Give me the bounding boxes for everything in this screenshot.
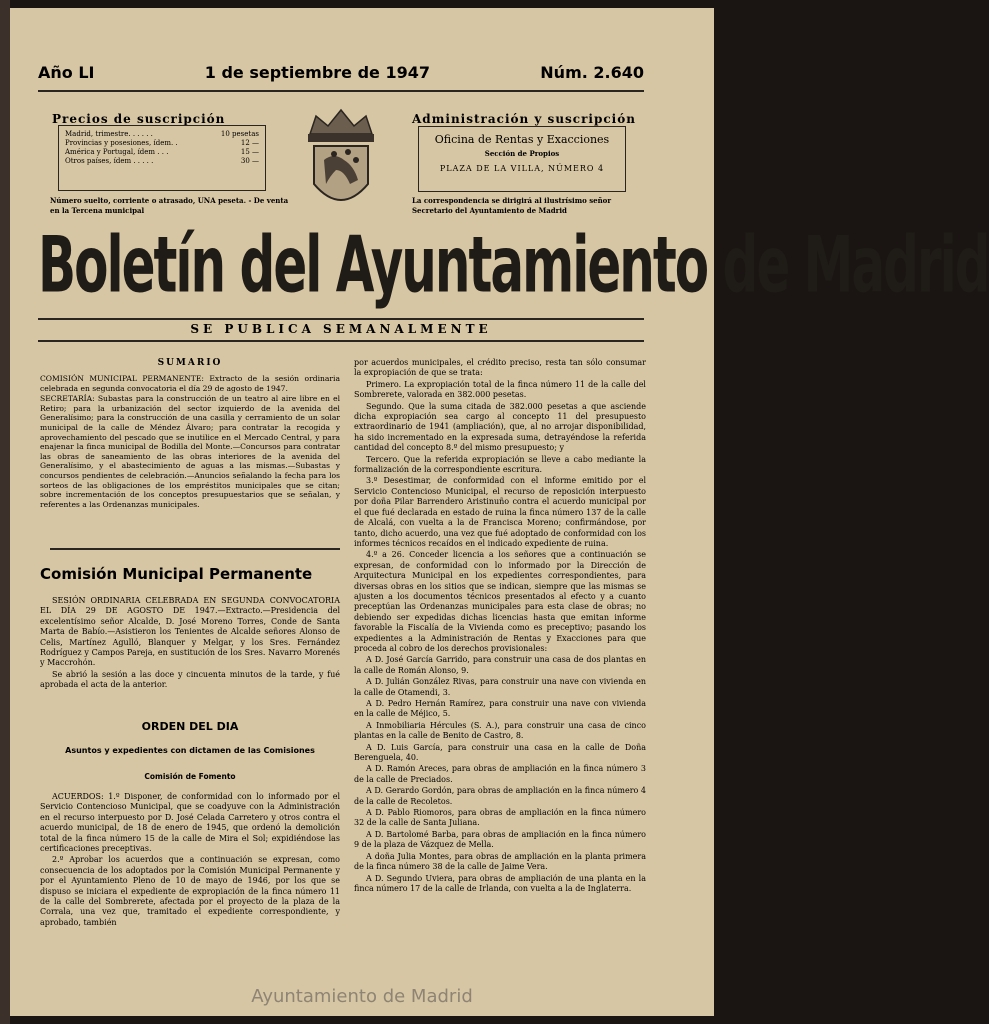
masthead-rule — [38, 318, 644, 320]
license-item: A D. José García Garrido, para construir una casa de dos plantas en la calle de Román Alonso, 9. — [354, 655, 646, 675]
license-item: A Inmobiliaria Hércules (S. A.), para construir una casa de cinco plantas en la calle de Benito de Castro, 8. — [354, 720, 646, 741]
admin-box — [418, 126, 626, 192]
commission-intro — [40, 596, 340, 692]
header-rule — [38, 90, 644, 92]
archive-watermark: Ayuntamiento de Madrid — [251, 986, 473, 1007]
price-row: América y Portugal, ídem . . . 15 — — [65, 148, 259, 156]
issue-date: 1 de septiembre de 1947 — [204, 62, 430, 82]
right-para: 3.º Desestimar, de conformidad con el informe emitido por el Servicio Contencioso Municipal, el recurso de reposición interpuesto por doña Pilar Barrendero Aristinuño contra el acuerdo municipal por el que fué declarada en estado de ruina la finca número 137 de la calle de Alcalá, con vuelta a la de Francisca Moreno; confirmándose, por tanto, dicho acuerdo, una vez que fué adoptado de conformidad con los informes técnicos recaídos en el indicado expediente de ruina. — [354, 476, 646, 548]
license-item: A D. Bartolomé Barba, para obras de ampliación en la finca número 9 de la plaza de Vázquez de Mella. — [354, 829, 646, 850]
fomento-heading: Comisión de Fomento — [144, 772, 236, 781]
issue-year: Año LI — [38, 62, 95, 82]
right-column — [354, 358, 646, 895]
masthead-title: Boletín del Ayuntamiento de Madrid — [38, 220, 989, 310]
agreement-1: ACUERDOS: 1.º Disponer, de conformidad con lo informado por el Servicio Contencioso Municipal, que se coadyuve con la Administración en el recurso interpuesto por D. José Celada Carretero y otros contra el acuerdo municipal, de 18 de enero de 1945, que ordenó la demolición total de la finca número 15 de la calle de Mira el Sol; expidiéndose las certificaciones preceptivas. — [40, 792, 340, 854]
license-item: A D. Julián González Rivas, para construir una nave con vivienda en la calle de Otamendi, 3. — [354, 677, 646, 697]
license-item: A D. Pedro Hernán Ramírez, para construir una nave con vivienda en la calle de Méjico, 5. — [354, 699, 646, 719]
order-of-day: ORDEN DEL DIA — [141, 720, 239, 733]
matters-heading: Asuntos y expedientes con dictamen de las Comisiones — [65, 746, 315, 755]
book-spine — [0, 0, 10, 1024]
admin-title: Administración y suscripción — [412, 112, 636, 126]
section-rule — [50, 548, 340, 550]
prices-box — [58, 125, 266, 191]
session-opening: Se abrió la sesión a las doce y cincuenta minutos de la tarde, y fué aprobada el acta de la anterior. — [40, 669, 340, 690]
license-item: A doña Julia Montes, para obras de ampliación en la planta primera de la finca número 38 de la calle de Jaime Vera. — [354, 851, 646, 872]
admin-office: Oficina de Rentas y Exacciones — [434, 133, 610, 146]
session-intro: SESIÓN ORDINARIA CELEBRADA EN SEGUNDA CONVOCATORIA EL DÍA 29 DE AGOSTO DE 1947.—Extracto.—Presidencia del excelentísimo señor Alcalde, D. José Moreno Torres, Conde de Santa Marta de Babío.—Asistieron los Tenientes de Alcalde señores Alonso de Celis, Martínez Agulló, Blanquer y Melgar, y los Sres. Fernández Rodríguez y Campos Pareja, en sustitución de los Sres. Navarro Morenés y Maccrohón. — [40, 596, 340, 668]
agreement-2: 2.º Aprobar los acuerdos que a continuación se expresan, como consecuencia de los adoptados por la Comisión Municipal Permanente y por el Ayuntamiento Pleno de 10 de mayo de 1946, por los que se dispuso se iniciara el expediente de expropiación de la finca número 11 de la calle del Sombrerete, afectada por el proyecto de la plaza de la Corrala, una vez que, tramitado el expediente correspondiente, y aprobado, también — [40, 855, 340, 927]
prices-note: Número suelto, corriente o atrasado, UNA peseta. - De venta en la Tercena municipal — [50, 196, 289, 215]
right-para: por acuerdos municipales, el crédito preciso, resta tan sólo consumar la expropiación de que se trata: — [354, 358, 646, 378]
summary-commission: COMISIÓN MUNICIPAL PERMANENTE: Extracto de la sesión ordinaria celebrada en segunda convocatoria el día 29 de agosto de 1947. — [40, 374, 340, 393]
right-para: 4.º a 26. Conceder licencia a los señores que a continuación se expresan, de conformidad con lo informado por la Dirección de Arquitectura Municipal en los expedientes correspondientes, para diversas obras en los sitios que se indican, siempre que las mismas se ajusten a los documentos técnicos presentados al efecto y a cuanto preceptúan las Ordenanzas municipales para esta clase de obras; no debiendo ser expedidas dichas licencias hasta que emitan informe favorable la Fiscalía de la Vivienda como es preceptivo; pasando los expedientes a la Administración de Rentas y Exacciones para que proceda al cobro de los derechos provisionales: — [354, 550, 646, 653]
coat-of-arms-icon — [300, 104, 382, 218]
price-row: Madrid, trimestre. . . . . . 10 pesetas — [65, 130, 259, 138]
right-para: Primero. La expropiación total de la finca número 11 de la calle del Sombrerete, valorada en 382.000 pesetas. — [354, 379, 646, 400]
license-item: A D. Luis García, para construir una casa en la calle de Doña Berenguela, 40. — [354, 742, 646, 763]
summary-title: SUMARIO — [157, 358, 223, 368]
admin-section: Sección de Propios — [484, 149, 560, 158]
masthead-subtitle: SE PUBLICA SEMANALMENTE — [190, 322, 492, 336]
issue-number: Núm. 2.640 — [540, 62, 644, 82]
prices-title: Precios de suscripción — [52, 112, 226, 126]
right-para: Tercero. Que la referida expropiación se lleve a cabo mediante la formalización de la correspondiente escritura. — [354, 454, 646, 475]
admin-note: La correspondencia se dirigirá al ilustrísimo señor Secretario del Ayuntamiento de Madrid — [412, 196, 612, 215]
fomento-agreements — [40, 792, 340, 929]
license-item: A D. Pablo Riomoros, para obras de ampliación en la finca número 32 de la calle de Santa Juliana. — [354, 808, 646, 828]
subtitle-rule — [38, 340, 644, 342]
license-item: A D. Segundo Uviera, para obras de ampliación de una planta en la finca número 17 de la calle de Irlanda, con vuelta a la de Inglaterra. — [354, 873, 646, 893]
summary — [40, 374, 340, 510]
admin-address: PLAZA DE LA VILLA, NÚMERO 4 — [439, 164, 605, 173]
commission-title: Comisión Municipal Permanente — [40, 565, 313, 583]
issue-header — [38, 57, 644, 87]
summary-secretaria: SECRETARÍA: Subastas para la construcción de un teatro al aire libre en el Retiro; para la urbanización del sector izquierdo de la avenida del Generalísimo; para la construcción de una casilla y cerramiento de un solar municipal de la calle de Méndez Álvaro; para contratar la recogida y aprovechamiento del pescado que se inutilice en el Mercado Central, y para enajenar la finca municipal de Bodilla del Monte.—Concursos para contratar las obras de saneamiento de las obras interiores de la avenida del Generalísimo, y el abastecimiento de aguas a las mismas.—Subastas y concursos pendientes de celebración.—Anuncios señalando la fecha para los sorteos de las obligaciones de los empréstitos municipales que se citan; sobre incrementación de los conceptos presupuestarios que se señalan, y referentes a las Ordenanzas municipales. — [40, 394, 340, 509]
license-item: A D. Ramón Areces, para obras de ampliación en la finca número 3 de la calle de Preciados. — [354, 764, 646, 784]
price-row: Otros países, ídem . . . . . 30 — — [65, 157, 259, 165]
right-para: Segundo. Que la suma citada de 382.000 pesetas a que asciende dicha expropiación sea cargo al concepto 11 del presupuesto extraordinario de 1941 (ampliación), que, al no arrojar disponibilidad, ha sido incrementado en la expresada suma, detrayéndose la referida cantidad del concepto 8.º del mismo presupuesto; y — [354, 401, 646, 453]
price-row: Provincias y posesiones, ídem. . 12 — — [65, 139, 259, 147]
license-item: A D. Gerardo Gordón, para obras de ampliación en la finca número 4 de la calle de Recoletos. — [354, 786, 646, 806]
